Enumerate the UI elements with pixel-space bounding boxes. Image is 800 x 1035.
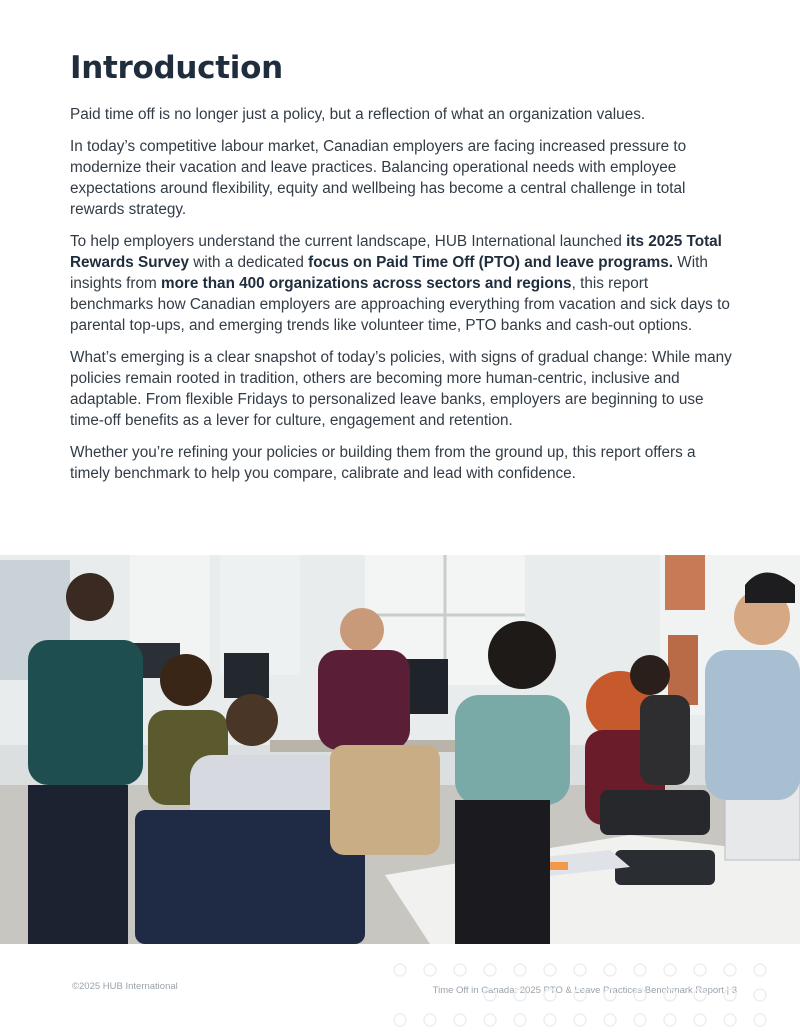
paragraph-3-text-4: , this report benchmarks how Canadian employers are approaching everything from vacation and sick days to parental top-ups, and emerging trends like volunteer time, PTO banks and cash-out options. <box>70 275 730 334</box>
paragraph-3-text-2: with a dedicated <box>189 254 309 271</box>
paragraph-3-text-3: With insights from <box>70 254 708 292</box>
paragraph-3-text-1: To help employers understand the current landscape, HUB International launched <box>70 233 627 250</box>
footer-copyright: ©2025 HUB International <box>72 981 178 992</box>
footer-report-title: Time Off in Canada: 2025 PTO & Leave Practices Benchmark Report <box>432 985 724 996</box>
paragraph-5: Whether you’re refining your policies or building them from the ground up, this report offers a timely benchmark to help you compare, calibrate and lead with confidence. <box>70 444 696 482</box>
decorative-dot-pattern <box>380 958 780 1035</box>
page-number: 3 <box>731 985 737 996</box>
paragraph-4: What’s emerging is a clear snapshot of today’s policies, with signs of gradual change: While many policies remain rooted in tradition, others are becoming more human-centric, inclusive and adaptable. From flexible Fridays to personalized leave banks, employers are beginning to use time-off benefits as a lever for culture, engagement and retention. <box>70 349 732 429</box>
footer-separator: | <box>726 985 730 996</box>
paragraph-2: In today’s competitive labour market, Canadian employers are facing increased pressure to modernize their vacation and leave practices. Balancing operational needs with employee expectations around flexibility, equity and wellbeing has become a central challenge in total rewards strategy. <box>70 138 687 218</box>
paragraph-1: Paid time off is no longer just a policy, but a reflection of what an organization values. <box>70 106 646 123</box>
intro-body <box>70 104 735 495</box>
organizations-count-bold: more than 400 organizations across sectors and regions <box>160 275 572 292</box>
survey-name-bold: its 2025 Total Rewards Survey <box>70 233 722 271</box>
paragraph-3 <box>70 231 735 336</box>
pto-focus-bold: focus on Paid Time Off (PTO) and leave programs. <box>308 254 674 271</box>
office-team-photo <box>0 555 800 944</box>
page-title: Introduction <box>70 50 283 86</box>
